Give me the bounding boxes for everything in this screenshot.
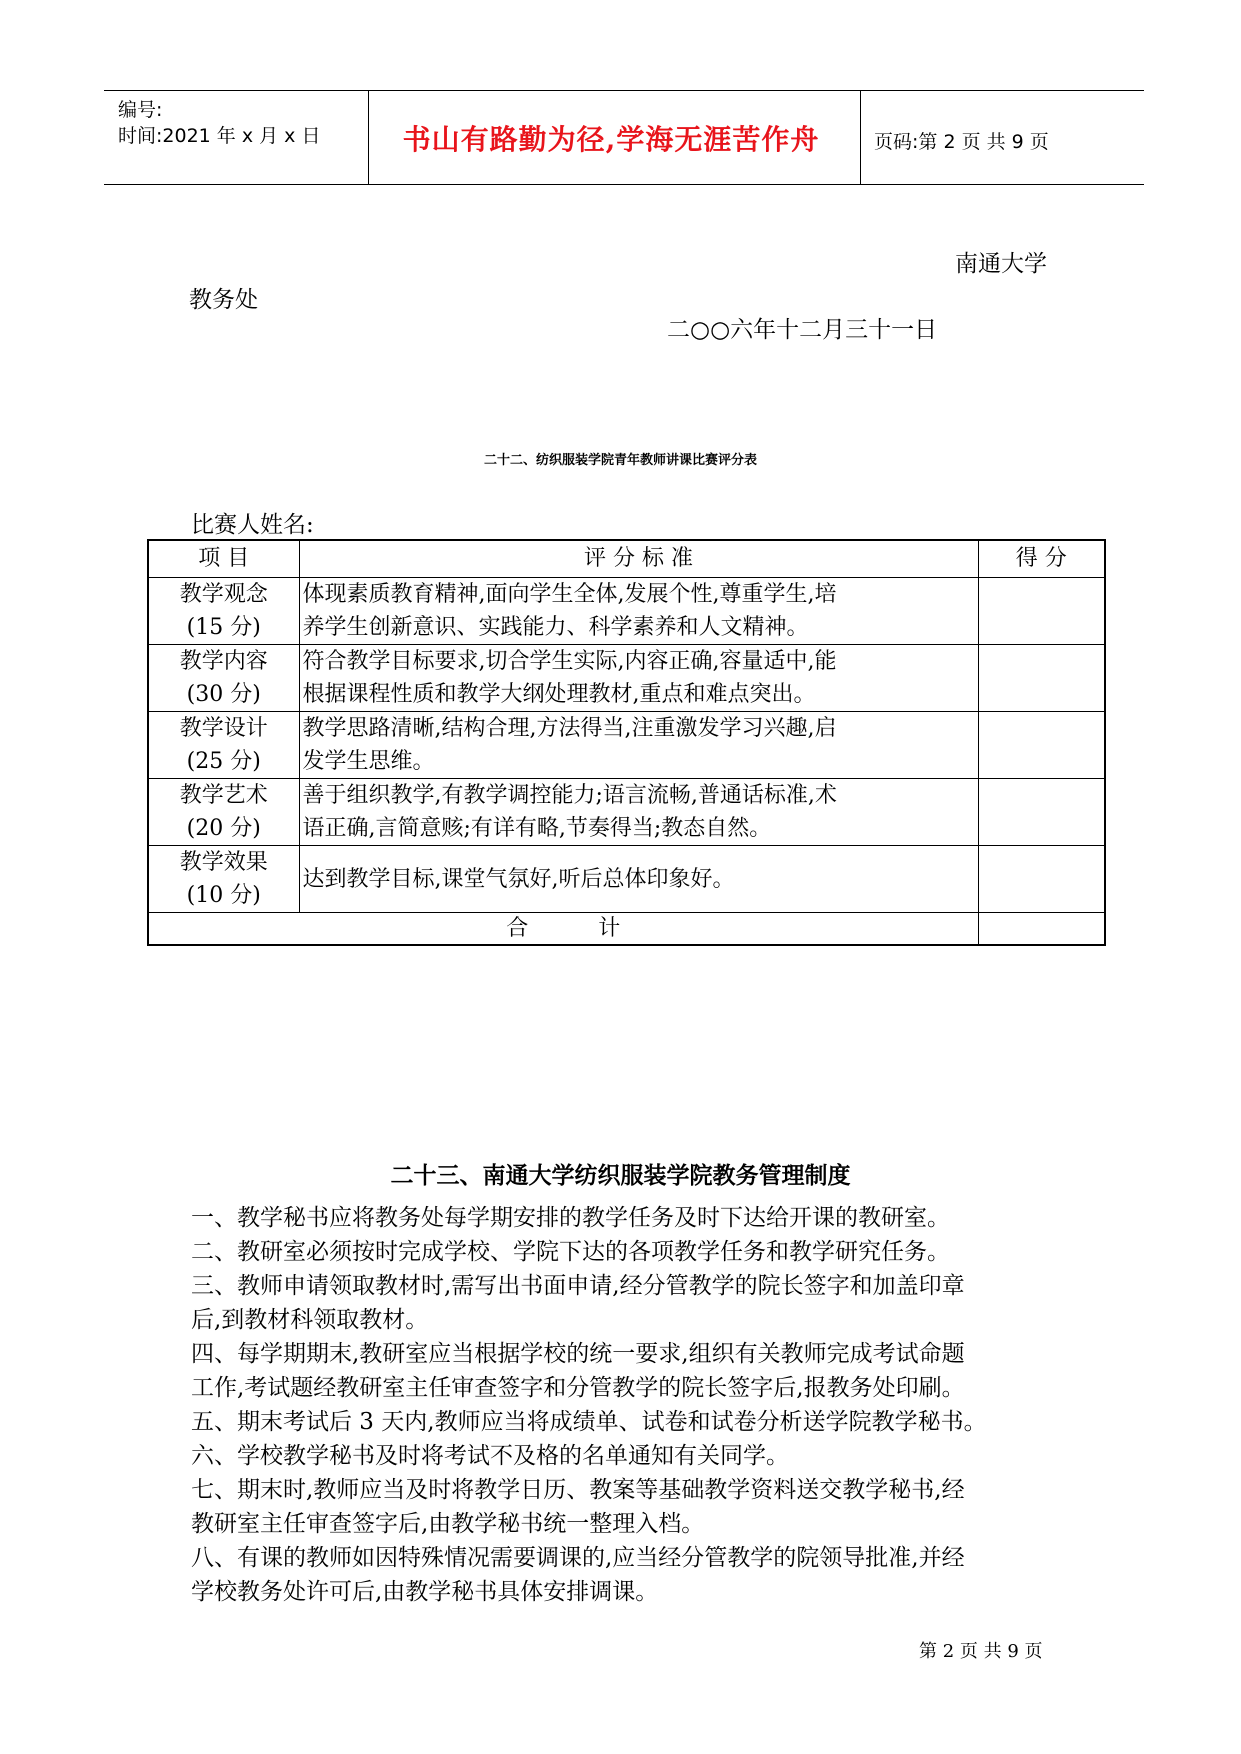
criteria-line: 体现素质教育精神,面向学生全体,发展个性,尊重学生,培 (302, 582, 837, 607)
contestant-label: 比赛人姓名: (191, 512, 314, 538)
criteria-line: 发学生思维。 (302, 749, 435, 774)
header-divider-right (860, 91, 861, 184)
rule-line: 四、每学期期末,教研室应当根据学校的统一要求,组织有关教师完成考试命题 (191, 1341, 965, 1367)
score-table (147, 539, 1106, 946)
criteria-line: 语正确,言简意赅;有详有略,节奏得当;教态自然。 (302, 816, 772, 841)
item-name: 教学艺术 (179, 783, 268, 808)
criteria-cell (299, 846, 978, 913)
item-name: 教学效果 (179, 850, 268, 875)
column-header-score: 得 分 (978, 540, 1105, 578)
rule-line: 教研室主任审查签字后,由教学秘书统一整理入档。 (191, 1511, 705, 1537)
item-points: (30 分) (186, 682, 261, 707)
item-cell (148, 645, 299, 712)
rule-line: 一、教学秘书应将教务处每学期安排的教学任务及时下达给开课的教研室。 (191, 1205, 950, 1231)
table-total-row (148, 913, 1105, 946)
table-title: 二十二、纺织服装学院青年教师讲课比赛评分表 (483, 453, 757, 468)
signature-dept: 教务处 (189, 287, 258, 313)
signature-org: 南通大学 (955, 251, 1047, 277)
item-points: (20 分) (186, 816, 261, 841)
rule-line: 学校教务处许可后,由教学秘书具体安排调课。 (191, 1579, 659, 1605)
criteria-cell (299, 578, 978, 645)
score-cell[interactable] (978, 712, 1105, 779)
rules-title: 二十三、南通大学纺织服装学院教务管理制度 (390, 1162, 851, 1189)
item-cell (148, 846, 299, 913)
signature-date: 二○○六年十二月三十一日 (667, 317, 938, 343)
criteria-cell (299, 712, 978, 779)
table-row (148, 779, 1105, 846)
column-header-item: 项 目 (148, 540, 299, 578)
total-label: 合 计 (148, 913, 978, 946)
rule-line: 三、教师申请领取教材时,需写出书面申请,经分管教学的院长签字和加盖印章 (191, 1273, 965, 1299)
column-header-criteria: 评 分 标 准 (299, 540, 978, 578)
item-cell (148, 779, 299, 846)
item-points: (10 分) (186, 883, 261, 908)
criteria-cell (299, 645, 978, 712)
score-cell[interactable] (978, 779, 1105, 846)
item-cell (148, 578, 299, 645)
item-points: (15 分) (186, 615, 261, 640)
criteria-line: 教学思路清晰,结构合理,方法得当,注重激发学习兴趣,启 (302, 716, 837, 741)
rule-line: 五、期末考试后 3 天内,教师应当将成绩单、试卷和试卷分析送学院教学秘书。 (191, 1409, 987, 1435)
score-cell[interactable] (978, 578, 1105, 645)
score-cell[interactable] (978, 645, 1105, 712)
table-row (148, 846, 1105, 913)
motto-text: 书山有路勤为径,学海无涯苦作舟 (402, 123, 820, 156)
rule-line: 后,到教材科领取教材。 (191, 1307, 429, 1333)
document-header (104, 90, 1144, 185)
criteria-cell (299, 779, 978, 846)
rule-line: 六、学校教学秘书及时将考试不及格的名单通知有关同学。 (191, 1443, 789, 1469)
total-score-cell[interactable] (978, 913, 1105, 946)
criteria-line: 善于组织教学,有教学调控能力;语言流畅,普通话标准,术 (302, 783, 837, 808)
criteria-line: 符合教学目标要求,切合学生实际,内容正确,容量适中,能 (302, 649, 837, 674)
criteria-line: 养学生创新意识、实践能力、科学素养和人文精神。 (302, 615, 809, 640)
item-name: 教学设计 (179, 716, 268, 741)
serial-label: 编号: (118, 99, 163, 121)
rule-line: 八、有课的教师如因特殊情况需要调课的,应当经分管教学的院领导批准,并经 (191, 1545, 965, 1571)
item-cell (148, 712, 299, 779)
item-points: (25 分) (186, 749, 261, 774)
item-name: 教学内容 (179, 649, 268, 674)
table-row (148, 712, 1105, 779)
score-cell[interactable] (978, 846, 1105, 913)
page-info: 页码:第 2 页 共 9 页 (874, 131, 1049, 153)
table-header-row (148, 540, 1105, 578)
page-footer: 第 2 页 共 9 页 (919, 1641, 1043, 1662)
table-row (148, 645, 1105, 712)
item-name: 教学观念 (179, 582, 268, 607)
table-row (148, 578, 1105, 645)
criteria-line: 达到教学目标,课堂气氛好,听后总体印象好。 (302, 866, 735, 892)
rule-line: 二、教研室必须按时完成学校、学院下达的各项教学任务和教学研究任务。 (191, 1239, 950, 1265)
criteria-line: 根据课程性质和教学大纲处理教材,重点和难点突出。 (302, 682, 816, 707)
rule-line: 七、期末时,教师应当及时将教学日历、教案等基础教学资料送交教学秘书,经 (191, 1477, 965, 1503)
rule-line: 工作,考试题经教研室主任审查签字和分管教学的院长签字后,报教务处印刷。 (191, 1375, 965, 1401)
time-label: 时间:2021 年 x 月 x 日 (118, 125, 321, 147)
